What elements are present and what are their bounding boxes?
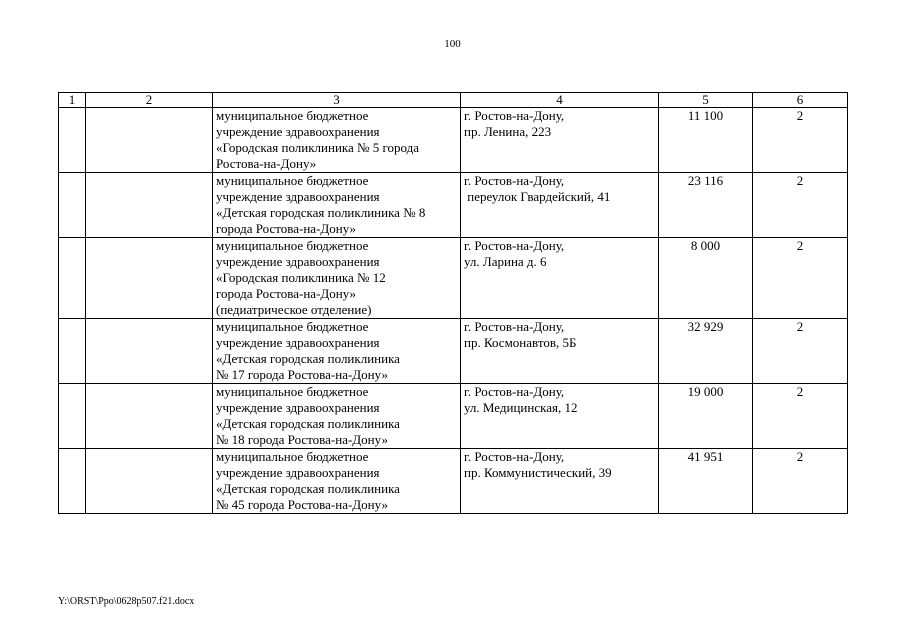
institution-name-line: муниципальное бюджетное xyxy=(216,319,369,334)
address-line: г. Ростов-на-Дону, xyxy=(464,173,565,188)
institution-name-cell xyxy=(213,449,461,514)
address-line: г. Ростов-на-Дону, xyxy=(464,384,565,399)
institution-name-cell xyxy=(213,173,461,238)
address-line: переулок Гвардейский, 41 xyxy=(464,189,611,204)
institution-name-cell xyxy=(213,238,461,319)
address-line: г. Ростов-на-Дону, xyxy=(464,238,565,253)
institution-name-line: «Детская городская поликлиника xyxy=(216,416,400,431)
institution-name-line: учреждение здравоохранения xyxy=(216,124,380,139)
data-table xyxy=(58,92,848,514)
institution-name-cell xyxy=(213,384,461,449)
page-number: 100 xyxy=(444,38,461,50)
row-number-cell xyxy=(59,449,86,514)
institution-name-line: города Ростова-на-Дону» xyxy=(216,221,357,236)
value-cell: 23 116 xyxy=(659,173,753,238)
header-cell-6: 6 xyxy=(753,93,848,108)
row-col2-cell xyxy=(86,449,213,514)
row-col2-cell xyxy=(86,384,213,449)
institution-name-line: (педиатрическое отделение) xyxy=(216,302,372,317)
row-col2-cell xyxy=(86,238,213,319)
table-row xyxy=(59,173,848,238)
institution-name-line: муниципальное бюджетное xyxy=(216,108,369,123)
institution-name-cell xyxy=(213,108,461,173)
institution-name-line: «Детская городская поликлиника № 8 xyxy=(216,205,426,220)
row-number-cell xyxy=(59,384,86,449)
table-row xyxy=(59,108,848,173)
institution-name-line: муниципальное бюджетное xyxy=(216,238,369,253)
institution-name-line: № 45 города Ростова-на-Дону» xyxy=(216,497,388,512)
header-cell-2: 2 xyxy=(86,93,213,108)
institution-name-cell xyxy=(213,319,461,384)
table-row xyxy=(59,449,848,514)
institution-name-line: города Ростова-на-Дону» xyxy=(216,286,357,301)
value-cell: 8 000 xyxy=(659,238,753,319)
address-cell xyxy=(461,449,659,514)
table-row xyxy=(59,384,848,449)
institution-name-line: учреждение здравоохранения xyxy=(216,400,380,415)
address-line: г. Ростов-на-Дону, xyxy=(464,319,565,334)
address-line: ул. Медицинская, 12 xyxy=(464,400,578,415)
address-line: г. Ростов-на-Дону, xyxy=(464,449,565,464)
address-cell xyxy=(461,108,659,173)
row-col2-cell xyxy=(86,319,213,384)
institution-name-line: муниципальное бюджетное xyxy=(216,449,369,464)
institution-name-line: № 17 города Ростова-на-Дону» xyxy=(216,367,388,382)
table-header-row xyxy=(59,93,848,108)
institution-name-line: «Детская городская поликлиника xyxy=(216,351,400,366)
count-cell: 2 xyxy=(753,384,848,449)
institution-name-line: № 18 города Ростова-на-Дону» xyxy=(216,432,388,447)
address-line: пр. Ленина, 223 xyxy=(464,124,552,139)
count-cell: 2 xyxy=(753,173,848,238)
institution-name-line: «Городская поликлиника № 5 города xyxy=(216,140,419,155)
address-line: г. Ростов-на-Дону, xyxy=(464,108,565,123)
address-cell xyxy=(461,238,659,319)
value-cell: 32 929 xyxy=(659,319,753,384)
count-cell: 2 xyxy=(753,238,848,319)
address-cell xyxy=(461,384,659,449)
institution-name-line: учреждение здравоохранения xyxy=(216,189,380,204)
row-number-cell xyxy=(59,238,86,319)
row-col2-cell xyxy=(86,108,213,173)
row-number-cell xyxy=(59,319,86,384)
count-cell: 2 xyxy=(753,108,848,173)
institution-name-line: муниципальное бюджетное xyxy=(216,384,369,399)
value-cell: 19 000 xyxy=(659,384,753,449)
table-row xyxy=(59,238,848,319)
institution-name-line: учреждение здравоохранения xyxy=(216,465,380,480)
header-cell-1: 1 xyxy=(59,93,86,108)
row-number-cell xyxy=(59,108,86,173)
footer-file-path: Y:\ORST\Ppo\0628p507.f21.docx xyxy=(58,596,195,607)
address-cell xyxy=(461,173,659,238)
row-number-cell xyxy=(59,173,86,238)
value-cell: 41 951 xyxy=(659,449,753,514)
count-cell: 2 xyxy=(753,449,848,514)
row-col2-cell xyxy=(86,173,213,238)
institution-name-line: муниципальное бюджетное xyxy=(216,173,369,188)
address-line: пр. Коммунистический, 39 xyxy=(464,465,612,480)
institution-name-line: учреждение здравоохранения xyxy=(216,254,380,269)
address-line: ул. Ларина д. 6 xyxy=(464,254,547,269)
table-row xyxy=(59,319,848,384)
header-cell-5: 5 xyxy=(659,93,753,108)
count-cell: 2 xyxy=(753,319,848,384)
address-line: пр. Космонавтов, 5Б xyxy=(464,335,577,350)
address-cell xyxy=(461,319,659,384)
header-cell-3: 3 xyxy=(213,93,461,108)
value-cell: 11 100 xyxy=(659,108,753,173)
institution-name-line: «Детская городская поликлиника xyxy=(216,481,400,496)
institution-name-line: учреждение здравоохранения xyxy=(216,335,380,350)
institution-name-line: Ростова-на-Дону» xyxy=(216,156,317,171)
header-cell-4: 4 xyxy=(461,93,659,108)
institution-name-line: «Городская поликлиника № 12 xyxy=(216,270,386,285)
